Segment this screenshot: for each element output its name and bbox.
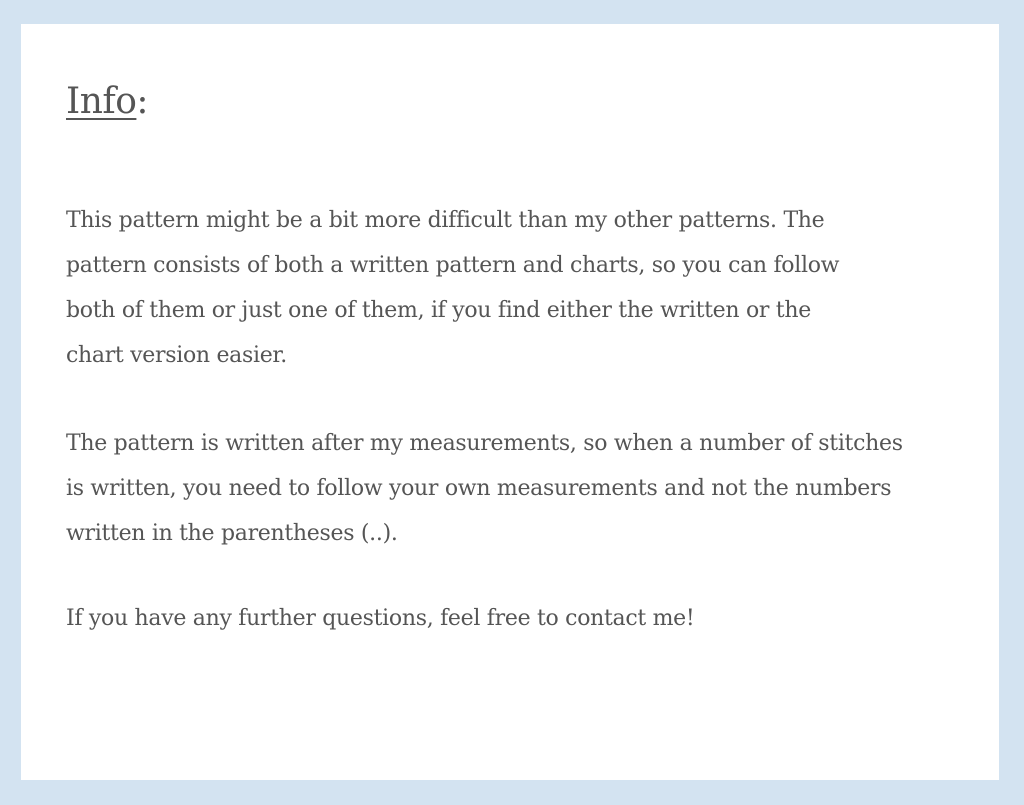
paragraph-measurements	[66, 421, 903, 556]
paragraph-line: is written, you need to follow your own measurements and not the numbers	[66, 476, 892, 501]
info-link[interactable]: Info	[66, 81, 137, 122]
paragraph-line: both of them or just one of them, if you find either the written or the	[66, 298, 811, 323]
paragraph-line: written in the parentheses (..).	[66, 521, 398, 546]
paragraph-contact	[66, 596, 694, 641]
heading-suffix: :	[136, 81, 149, 122]
content-card	[21, 24, 999, 780]
paragraph-difficulty	[66, 198, 839, 378]
paragraph-line: This pattern might be a bit more difficult than my other patterns. The	[66, 208, 825, 233]
paragraph-line: chart version easier.	[66, 343, 287, 368]
section-heading	[66, 78, 148, 126]
paragraph-line: The pattern is written after my measurements, so when a number of stitches	[66, 431, 903, 456]
paragraph-line: If you have any further questions, feel free to contact me!	[66, 606, 695, 631]
paragraph-line: pattern consists of both a written pattern and charts, so you can follow	[66, 253, 840, 278]
